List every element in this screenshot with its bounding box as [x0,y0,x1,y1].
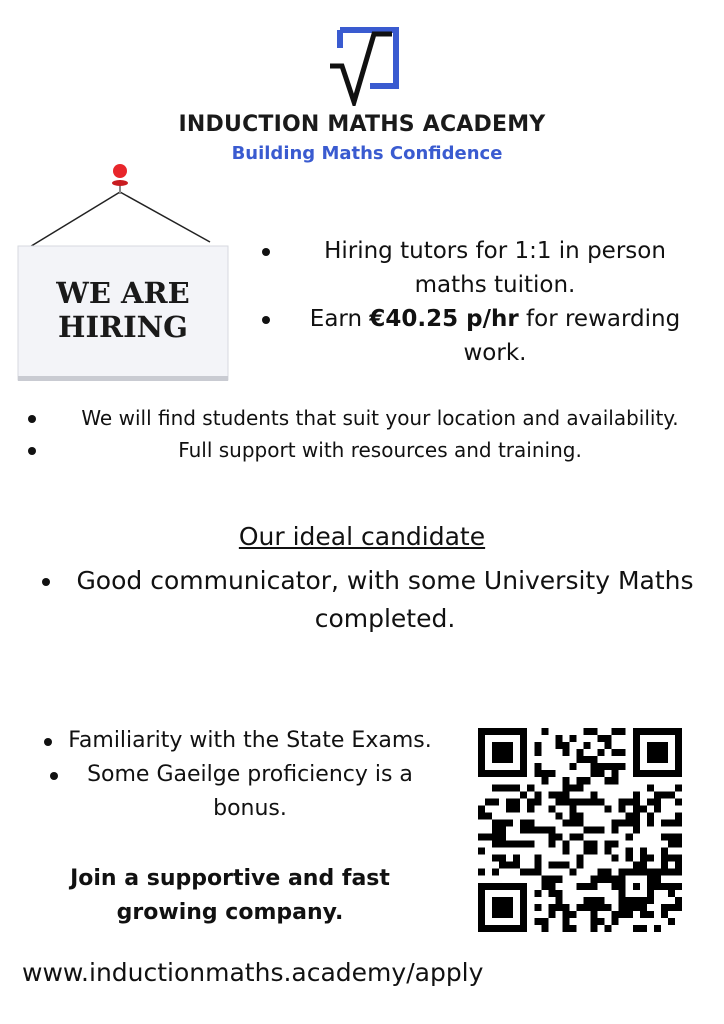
organization-name: INDUCTION MATHS ACADEMY [178,112,546,137]
list-item: Full support with resources and training. [20,434,700,466]
list-item: Familiarity with the State Exams. [40,724,440,758]
ideal-candidate-heading: Our ideal candidate [238,522,486,551]
hourly-rate: €40.25 p/hr [369,306,519,332]
bullet-icon [42,578,50,586]
list-item: Earn €40.25 p/hr for rewarding work. [260,302,700,370]
bullet-icon [262,248,270,256]
support-list [20,402,700,466]
bullet-icon [44,738,52,746]
we-are-hiring-sign [10,160,240,390]
join-statement: Join a supportive and fast growing company. [70,866,390,925]
list-item: Hiring tutors for 1:1 in person maths tuition. [260,234,700,302]
sign-line-1: WE ARE [56,276,190,310]
qr-code-icon[interactable] [478,728,682,932]
bullet-icon [262,316,270,324]
bullet-icon [28,415,36,423]
push-pin-icon [112,164,128,194]
bullet-icon [28,447,36,455]
list-item: We will find students that suit your location and availability. [20,402,700,434]
tagline: Building Maths Confidence [231,143,503,164]
extra-qualities-list [40,724,440,826]
list-item: Good communicator, with some University Maths completed. [30,562,700,638]
bullet-icon [50,772,58,780]
hiring-list [260,234,700,370]
apply-url-link[interactable]: www.inductionmaths.academy/apply [22,958,484,987]
square-root-logo-icon [330,26,406,106]
sign-line-2: HIRING [58,310,188,344]
ideal-candidate-list [30,562,700,638]
list-item: Some Gaeilge proficiency is a bonus. [40,758,440,826]
